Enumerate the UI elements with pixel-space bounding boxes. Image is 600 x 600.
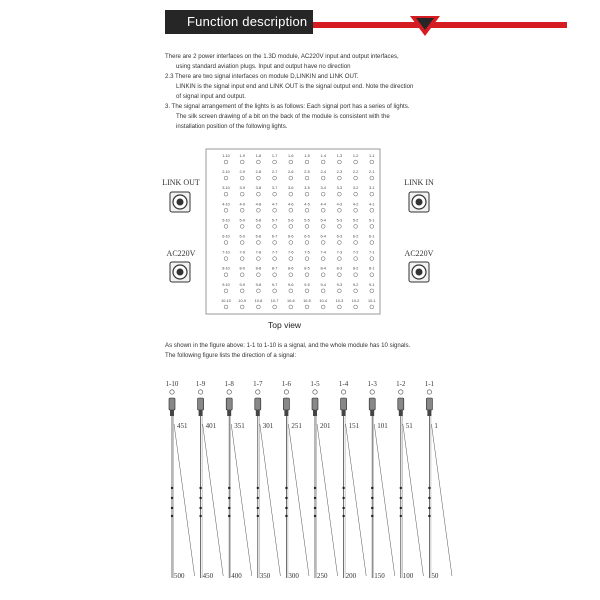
ac-right-label: AC220V [404,249,434,258]
signal-label: 1-4 [338,380,349,388]
light-position-label: 6-3 [336,234,343,239]
signal-column [396,380,423,580]
link-in-label: LINK IN [404,178,434,187]
signal-light-icon [256,390,260,394]
light-position-label: 3-10 [222,186,230,191]
continuation-dot [257,497,259,499]
continuation-dot [342,487,344,489]
serpentine-line [317,424,338,576]
light-position-label: 4-4 [320,202,326,207]
continuation-dot [228,507,230,509]
signal-start-number: 301 [262,422,274,430]
light-position-label: 9-5 [304,282,310,287]
plug-icon [198,398,204,410]
light-position-label: 3-3 [336,186,343,191]
intro-line: using standard aviation plugs. Input and output have no direction [176,63,351,70]
plug-tail-icon [199,410,203,416]
light-position-label: 6-5 [304,234,310,239]
plug-icon [169,398,175,410]
continuation-dot [257,487,259,489]
continuation-dot [400,487,402,489]
light-position-label: 6-9 [239,234,245,239]
serpentine-line [346,424,367,576]
light-position-label: 3-6 [288,186,294,191]
light-position-label: 5-2 [352,218,359,223]
light-position-label: 2-10 [222,170,230,175]
light-position-label: 8-8 [255,266,262,271]
continuation-dot [371,507,373,509]
light-position-label: 1-7 [271,154,278,158]
plug-tail-icon [256,410,260,416]
signal-column [166,380,195,580]
light-position-label: 8-6 [288,266,294,271]
signal-start-number: 401 [205,422,217,430]
light-position-label: 9-8 [255,282,262,287]
signal-label: 1-1 [424,380,435,388]
light-position-label: 2-6 [288,170,294,175]
continuation-dot [171,515,173,517]
signal-label: 1-5 [310,380,320,388]
light-position-label: 6-1 [369,234,375,239]
light-position-label: 8-5 [304,266,310,271]
plug-tail-icon [227,410,231,416]
light-position-label: 5-3 [336,218,343,223]
plug-icon [226,398,232,410]
light-position-label: 9-4 [320,282,326,287]
continuation-dot [428,487,430,489]
continuation-dot [171,497,173,499]
light-position-label: 6-8 [255,234,262,239]
light-position-label: 5-7 [271,218,278,223]
signal-label: 1-6 [281,380,292,388]
ac-left-label: AC220V [166,249,196,258]
light-position-label: 5-4 [320,218,326,223]
light-position-label: 8-7 [271,266,278,271]
light-position-label: 5-5 [304,218,310,223]
light-position-label: 8-1 [369,266,375,271]
light-position-label: 9-3 [336,282,343,287]
signal-column [425,380,452,580]
light-position-label: 9-7 [271,282,278,287]
continuation-dot [199,487,201,489]
light-position-label: 1-4 [320,154,326,158]
light-position-label: 7-7 [271,250,278,255]
plug-icon [398,398,404,410]
continuation-dot [199,515,201,517]
light-position-label: 7-4 [320,250,326,255]
plug-tail-icon [399,410,403,416]
light-position-label: 3-1 [369,186,375,191]
plug-tail-icon [427,410,431,416]
continuation-dot [371,515,373,517]
intro-line: LINKIN is the signal input end and LINK OUT is the signal output end. Note the direction [176,83,414,90]
light-position-label: 4-10 [222,202,230,207]
light-position-label: 5-6 [288,218,294,223]
plug-icon [255,398,261,410]
light-position-label: 4-2 [352,202,359,207]
continuation-dot [285,507,287,509]
light-position-label: 10-2 [351,298,360,303]
continuation-dot [314,487,316,489]
plug-tail-icon [284,410,288,416]
signal-end-number: 100 [402,572,414,580]
signal-label: 1-10 [165,380,179,388]
light-position-label: 4-3 [336,202,343,207]
light-position-label: 6-10 [222,234,230,239]
continuation-dot [171,487,173,489]
continuation-dot [257,515,259,517]
continuation-dot [285,515,287,517]
signal-start-number: 151 [348,422,360,430]
signal-light-icon [170,390,174,394]
continuation-dot [400,507,402,509]
signal-light-icon [284,390,288,394]
continuation-dot [285,497,287,499]
continuation-dot [314,497,316,499]
light-position-label: 4-1 [369,202,375,207]
light-position-label: 1-3 [336,154,343,158]
continuation-dot [342,497,344,499]
light-position-label: 10-1 [367,298,376,303]
light-position-label: 6-4 [320,234,326,239]
light-position-label: 8-2 [352,266,359,271]
light-position-label: 8-4 [320,266,326,271]
light-position-label: 10-9 [238,298,247,303]
continuation-dot [371,487,373,489]
light-position-label: 9-6 [288,282,294,287]
signal-column [196,380,223,580]
light-position-label: 9-1 [369,282,375,287]
light-position-label: 10-8 [254,298,263,303]
signal-column [310,380,337,580]
light-position-label: 4-6 [288,202,294,207]
signal-end-number: 400 [231,572,242,580]
signal-column [282,380,309,580]
signal-start-number: 51 [405,422,413,430]
light-position-label: 4-9 [239,202,245,207]
light-position-label: 5-9 [239,218,245,223]
continuation-dot [199,507,201,509]
signal-light-icon [198,390,202,394]
signal-end-number: 300 [288,572,299,580]
light-position-label: 9-2 [352,282,359,287]
light-position-label: 4-5 [304,202,310,207]
signal-label: 1-3 [367,380,377,388]
signal-light-icon [399,390,403,394]
light-position-label: 2-4 [320,170,326,175]
light-position-label: 4-8 [255,202,262,207]
light-position-label: 1-10 [222,154,230,158]
light-position-label: 7-6 [288,250,294,255]
light-position-label: 3-7 [271,186,278,191]
signal-end-number: 250 [317,572,328,580]
serpentine-line [174,424,195,576]
light-position-label: 3-8 [255,186,262,191]
explanation-line: The following figure lists the direction of a signal: [165,352,297,359]
light-position-label: 7-1 [369,250,375,255]
signal-end-number: 500 [174,572,185,580]
signal-light-icon [370,390,374,394]
light-position-label: 2-8 [255,170,262,175]
intro-line: 3. The signal arrangement of the lights is as follows: Each signal port has a series of lights. [165,103,410,110]
continuation-dot [257,507,259,509]
light-position-label: 2-9 [239,170,245,175]
continuation-dot [428,507,430,509]
light-position-label: 1-2 [352,154,359,158]
continuation-dot [428,497,430,499]
continuation-dot [400,515,402,517]
serpentine-line [260,424,281,576]
continuation-dot [285,487,287,489]
continuation-dot [228,497,230,499]
light-position-label: 5-1 [369,218,375,223]
light-position-label: 10-3 [335,298,344,303]
signal-label: 1-9 [195,380,206,388]
light-position-label: 1-9 [239,154,245,158]
signal-light-icon [341,390,345,394]
light-position-label: 3-9 [239,186,245,191]
light-position-label: 10-7 [270,298,279,303]
light-position-label: 7-8 [255,250,262,255]
light-position-label: 3-5 [304,186,310,191]
section-title: Function description [187,14,308,29]
light-position-label: 1-5 [304,154,310,158]
signal-end-number: 350 [259,572,271,580]
light-position-label: 7-2 [352,250,359,255]
signal-column [339,380,366,580]
intro-line: of signal input and output. [176,93,246,100]
serpentine-line [288,424,309,576]
signal-start-number: 201 [320,422,331,430]
signal-start-number: 251 [291,422,302,430]
light-position-label: 3-2 [352,186,359,191]
light-position-label: 7-5 [304,250,310,255]
light-position-label: 10-5 [303,298,311,303]
light-position-label: 8-10 [222,266,230,271]
light-position-label: 6-7 [271,234,278,239]
continuation-dot [199,497,201,499]
signal-end-number: 200 [345,572,357,580]
light-position-label: 7-9 [239,250,245,255]
light-position-label: 1-6 [288,154,294,158]
continuation-dot [342,507,344,509]
light-position-label: 10-4 [319,298,328,303]
signal-light-icon [227,390,231,394]
signal-column [368,380,395,580]
signal-end-number: 150 [374,572,385,580]
plug-icon [283,398,289,410]
plug-tail-icon [313,410,317,416]
light-position-label: 10-10 [221,298,231,303]
light-position-label: 2-1 [369,170,375,175]
light-position-label: 8-9 [239,266,245,271]
light-position-label: 10-6 [286,298,295,303]
continuation-dot [371,497,373,499]
intro-line: The silk screen drawing of a bit on the back of the module is consistent with the [176,113,390,120]
signal-column [225,380,252,580]
signal-start-number: 451 [177,422,188,430]
light-position-label: 9-10 [222,282,230,287]
light-position-label: 6-2 [352,234,359,239]
continuation-dot [342,515,344,517]
light-position-label: 7-3 [336,250,343,255]
light-position-label: 2-5 [304,170,310,175]
signal-column [253,380,280,580]
continuation-dot [400,497,402,499]
intro-line: 2.3 There are two signal interfaces on module D,LINKIN and LINK OUT. [165,73,359,80]
signal-end-number: 450 [202,572,214,580]
light-position-label: 7-10 [222,250,230,255]
light-position-label: 5-10 [222,218,230,223]
signal-start-number: 1 [434,422,438,430]
plug-icon [369,398,375,410]
continuation-dot [228,487,230,489]
intro-line: There are 2 power interfaces on the 1.3D module, AC220V input and output interfaces, [165,53,399,60]
light-position-label: 2-7 [271,170,278,175]
light-position-label: 1-1 [369,154,375,158]
continuation-dot [228,515,230,517]
light-position-label: 2-2 [352,170,359,175]
signal-light-icon [313,390,317,394]
light-position-label: 2-3 [336,170,343,175]
plug-tail-icon [170,410,174,416]
top-view-caption: Top view [268,320,302,330]
plug-icon [312,398,318,410]
light-position-label: 1-8 [255,154,262,158]
continuation-dot [314,515,316,517]
serpentine-line [431,424,452,576]
plug-icon [426,398,432,410]
plug-tail-icon [342,410,346,416]
light-position-label: 8-3 [336,266,343,271]
plug-icon [341,398,347,410]
light-position-label: 6-6 [288,234,294,239]
signal-end-number: 50 [431,572,439,580]
signal-label: 1-7 [253,380,263,388]
signal-label: 1-2 [396,380,406,388]
signal-light-icon [427,390,431,394]
explanation-line: As shown in the figure above: 1-1 to 1-10 is a signal, and the whole module has 10 signals. [165,342,411,349]
serpentine-line [231,424,252,576]
serpentine-line [403,424,424,576]
plug-tail-icon [370,410,374,416]
light-position-label: 5-8 [255,218,262,223]
continuation-dot [314,507,316,509]
signal-label: 1-8 [224,380,234,388]
light-position-label: 4-7 [271,202,278,207]
light-position-label: 9-9 [239,282,245,287]
signal-start-number: 351 [234,422,245,430]
intro-line: installation position of the following lights. [176,123,288,130]
light-position-label: 3-4 [320,186,326,191]
signal-start-number: 101 [377,422,388,430]
continuation-dot [171,507,173,509]
serpentine-line [203,424,224,576]
link-out-label: LINK OUT [162,178,200,187]
continuation-dot [428,515,430,517]
serpentine-line [374,424,395,576]
